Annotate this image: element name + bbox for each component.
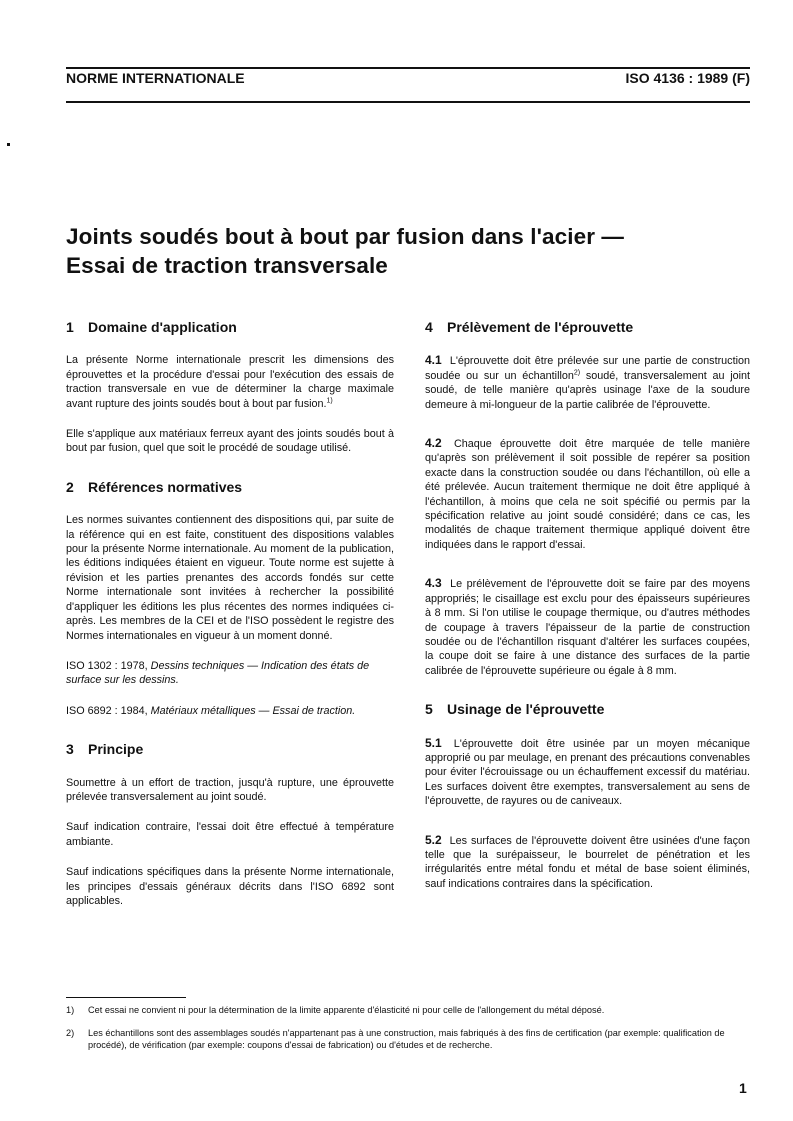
clause-5-2: 5.2 Les surfaces de l'éprouvette doivent être usinées d'une façon telle que la surépaisseur, le bourrelet de pénétration et les irrégularités entre métal fondu et métal de base soient éliminés, sauf indications contraires dans la spécification. xyxy=(425,832,750,890)
clause-4-3: 4.3 Le prélèvement de l'éprouvette doit se faire par des moyens appropriés; le cisaillage est exclu pour des épaisseurs supérieures à 8 mm. Si l'on utilise le coupage thermique, ou d'autres méthodes de coupage à travers l'épaisseur de la partie de construction soudée ou de l'échantillon risquant d'altérer les surfaces coupées, la coupe doit se faire à une distance des surfaces de la partie calibrée de l'éprouvette supérieure ou égale à 8 mm. xyxy=(425,576,751,677)
page-header xyxy=(66,70,750,86)
section-1-paragraph-2: Elle s'applique aux matériaux ferreux ayant des joints soudés bout à bout par fusion, quel que soit le procédé de soudage utilisé. xyxy=(66,428,394,455)
reference-iso-6892: ISO 6892 : 1984, Matériaux métalliques — Essai de traction. xyxy=(66,704,356,717)
section-2-heading: 2 Références normatives xyxy=(66,478,243,495)
footnote-separator xyxy=(66,997,186,998)
clause-5-1: 5.1 L'éprouvette doit être usinée par un moyen mécanique approprié ou par meulage, en prenant des précautions convenables pour éviter l'écrouissage ou un échauffement excessif du matériau. Les surfaces doivent être exemptes, transversalement au sens de l'éprouvette, de rayures ou de caniveaux. xyxy=(425,735,750,808)
header-top-rule xyxy=(66,67,750,69)
clause-4-2: 4.2 Chaque éprouvette doit être marquée de telle manière qu'après son prélèvement il soit possible de repérer sa position exacte dans la construction soudée ou dans l'échantillon, où elle a été prélevée. Aucun traitement thermique ne doit être appliqué à l'échantillon, à moins que cela ne soit spécifié ou permis par la spécification relative au joint soudé considéré; dans ce cas, les modalités de chaque traitement thermique appliqué doivent être indiquées dans le rapport d'essai. xyxy=(425,436,751,551)
page-number: 1 xyxy=(739,1080,747,1096)
footnote-ref-2: 2) xyxy=(573,369,581,377)
section-1-heading: 1 Domaine d'application xyxy=(66,319,237,335)
clause-4-1: 4.1 L'éprouvette doit être prélevée sur une partie de construction soudée ou sur un échantillon$^{2)}$ soudé, transversalement au joint soudé, de telle manière qu'après usinage l'axe de la soudure demeure à mi-longueur de la partie calibrée de l'éprouvette. xyxy=(425,353,751,411)
footnote-ref-1: 1) xyxy=(326,397,333,405)
footnote-1: 1) Cet essai ne convient ni pour la détermination de la limite apparente d'élasticité ni pour celle de l'allongement du métal déposé. xyxy=(66,1005,605,1015)
header-bottom-rule xyxy=(66,101,750,103)
footnote-2: 2) Les échantillons sont des assemblages soudés n'appartenant pas à une construction, mais fabriqués à des fins de certification (par exemple: qualification de procédé), de vérification (par exemple: coupons d'essai de fabrication) ou d'études et de recherche. xyxy=(66,1027,725,1050)
section-1-paragraph-1: La présente Norme internationale prescrit les dimensions des éprouvettes et la procédure d'essai pour l'exécution des essais de traction transversale en vue de déterminer la charge maximale avant rupture des joints soudés bout à bout par fusion.$^{1)}$ xyxy=(66,354,394,410)
title-line-2: Essai de traction transversale xyxy=(66,253,388,278)
title-line-1: Joints soudés bout à bout par fusion dans l'acier — xyxy=(66,224,625,249)
header-standard-number: ISO 4136 : 1989 (F) xyxy=(625,70,750,86)
section-5-heading: 5 Usinage de l'éprouvette xyxy=(425,701,605,718)
header-standard-type: NORME INTERNATIONALE xyxy=(66,70,245,86)
section-3-paragraph-1: Soumettre à un effort de traction, jusqu'à rupture, une éprouvette prélevée transversalement au joint soudé. xyxy=(66,776,394,803)
section-3-paragraph-3: Sauf indications spécifiques dans la présente Norme internationale, les principes d'essais généraux décrits dans l'ISO 6892 sont applicables. xyxy=(66,866,394,907)
section-3-paragraph-2: Sauf indication contraire, l'essai doit être effectué à température ambiante. xyxy=(66,821,394,848)
footnotes xyxy=(66,1004,750,1062)
section-2-paragraph-1: Les normes suivantes contiennent des dispositions qui, par suite de la référence qui en est faite, constituent des dispositions valables pour la présente Norme internationale. Au moment de la publication, les éditions indiquées étaient en vigueur. Toute norme est sujette à révision et les parties prenantes des accords fondés sur cette Norme internationale sont invitées à rechercher la possibilité d'appliquer les éditions les plus récentes des normes indiquées ci-après. Les membres de la CEI et de l'ISO possèdent le registre des Normes internationales en vigueur à un moment donné. xyxy=(66,514,394,642)
left-column xyxy=(66,320,394,924)
section-3-heading: 3 Principe xyxy=(66,741,144,758)
margin-mark xyxy=(7,143,10,146)
right-column xyxy=(425,320,750,907)
document-title xyxy=(66,222,750,280)
section-4-heading: 4 Prélèvement de l'éprouvette xyxy=(425,319,634,335)
reference-iso-1302: ISO 1302 : 1978, Dessins techniques — Indication des états de surface sur les dessins. xyxy=(66,659,370,687)
